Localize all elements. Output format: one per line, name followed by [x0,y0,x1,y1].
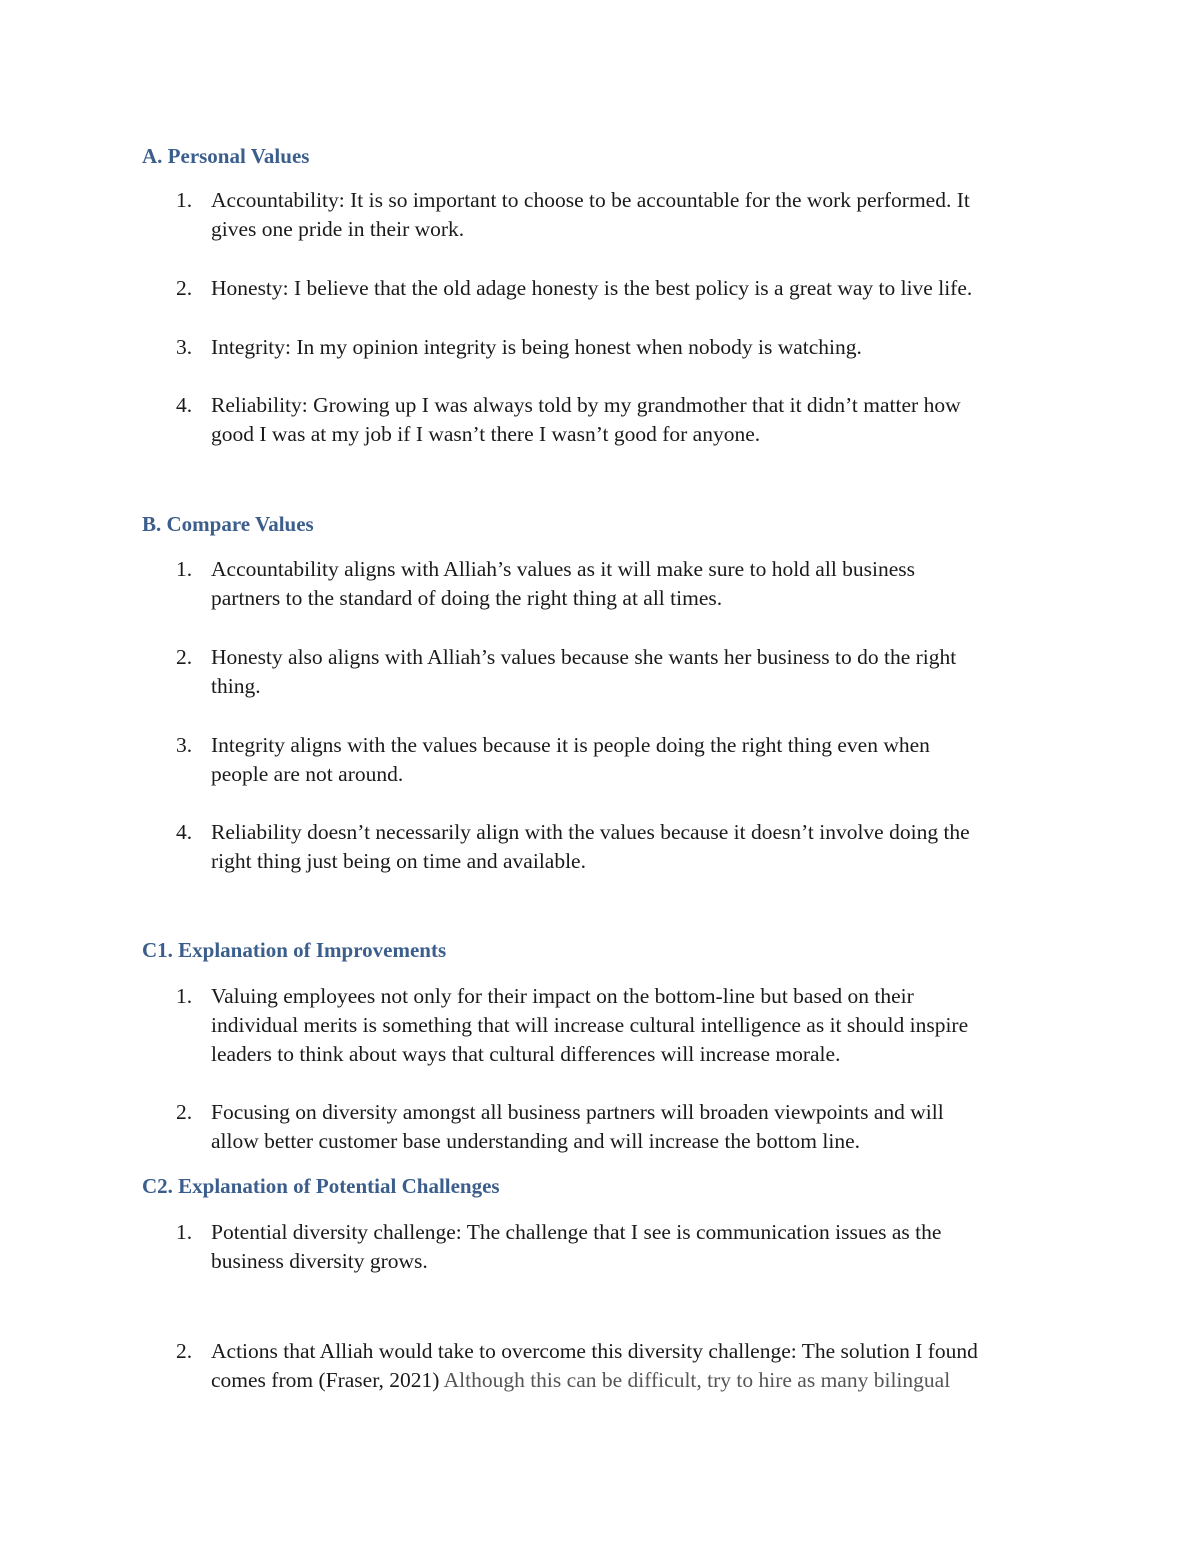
list-number: 1. [176,1220,193,1244]
list-number: 1. [176,984,193,1008]
list-number: 1. [176,188,193,212]
list-item-text-citation [211,1366,978,1395]
section-heading-explanation-of-potential-challenges: C2. Explanation of Potential Challenges [142,1174,500,1198]
list-item-text: Accountability aligns with Alliah’s values as it will make sure to hold all business [211,557,916,581]
list-item-text: Honesty also aligns with Alliah’s values because she wants her business to do the right [211,645,957,669]
list-item-text: Potential diversity challenge: The challenge that I see is communication issues as the [211,1220,942,1244]
list-item-text: thing. [211,674,261,698]
list-number: 2. [176,276,193,300]
section-heading-compare-values: B. Compare Values [142,512,314,536]
list-number: 3. [176,335,193,359]
section-heading-explanation-of-improvements: C1. Explanation of Improvements [142,938,447,962]
list-item-text: people are not around. [211,762,404,786]
list-item-text: Reliability: Growing up I was always told by my grandmother that it didn’t matter how [211,393,961,417]
citation-text: comes from (Fraser, 2021) [211,1368,444,1392]
list-number: 2. [176,1339,193,1363]
list-item-text: Integrity: In my opinion integrity is being honest when nobody is watching. [211,335,862,359]
list-number: 2. [176,1100,193,1124]
list-item-text: individual merits is something that will increase cultural intelligence as it should inspire [211,1013,969,1037]
list-item-text: Valuing employees not only for their impact on the bottom-line but based on their [211,984,914,1008]
list-item-text: Accountability: It is so important to choose to be accountable for the work performed. It [211,188,970,212]
list-number: 4. [176,820,193,844]
list-item-text: Honesty: I believe that the old adage honesty is the best policy is a great way to live life. [211,276,973,300]
list-item-text: allow better customer base understanding and will increase the bottom line. [211,1129,860,1153]
list-item-text: Reliability doesn’t necessarily align with the values because it doesn’t involve doing the [211,820,970,844]
list-number: 2. [176,645,193,669]
list-number: 4. [176,393,193,417]
list-item-text: right thing just being on time and available. [211,849,586,873]
list-item-text: gives one pride in their work. [211,217,465,241]
list-number: 1. [176,557,193,581]
section-heading-personal-values: A. Personal Values [142,144,310,168]
list-item-text: partners to the standard of doing the right thing at all times. [211,586,723,610]
list-item-text: business diversity grows. [211,1249,428,1273]
list-item-text: Focusing on diversity amongst all business partners will broaden viewpoints and will [211,1100,944,1124]
list-item-text: leaders to think about ways that cultural differences will increase morale. [211,1042,841,1066]
list-number: 3. [176,733,193,757]
quoted-text: Although this can be difficult, try to hire as many bilingual [443,1368,951,1392]
list-item-text: Actions that Alliah would take to overcome this diversity challenge: The solution I found [211,1339,978,1363]
list-item-text: Integrity aligns with the values because it is people doing the right thing even when [211,733,930,757]
list-item-text: good I was at my job if I wasn’t there I wasn’t good for anyone. [211,422,761,446]
